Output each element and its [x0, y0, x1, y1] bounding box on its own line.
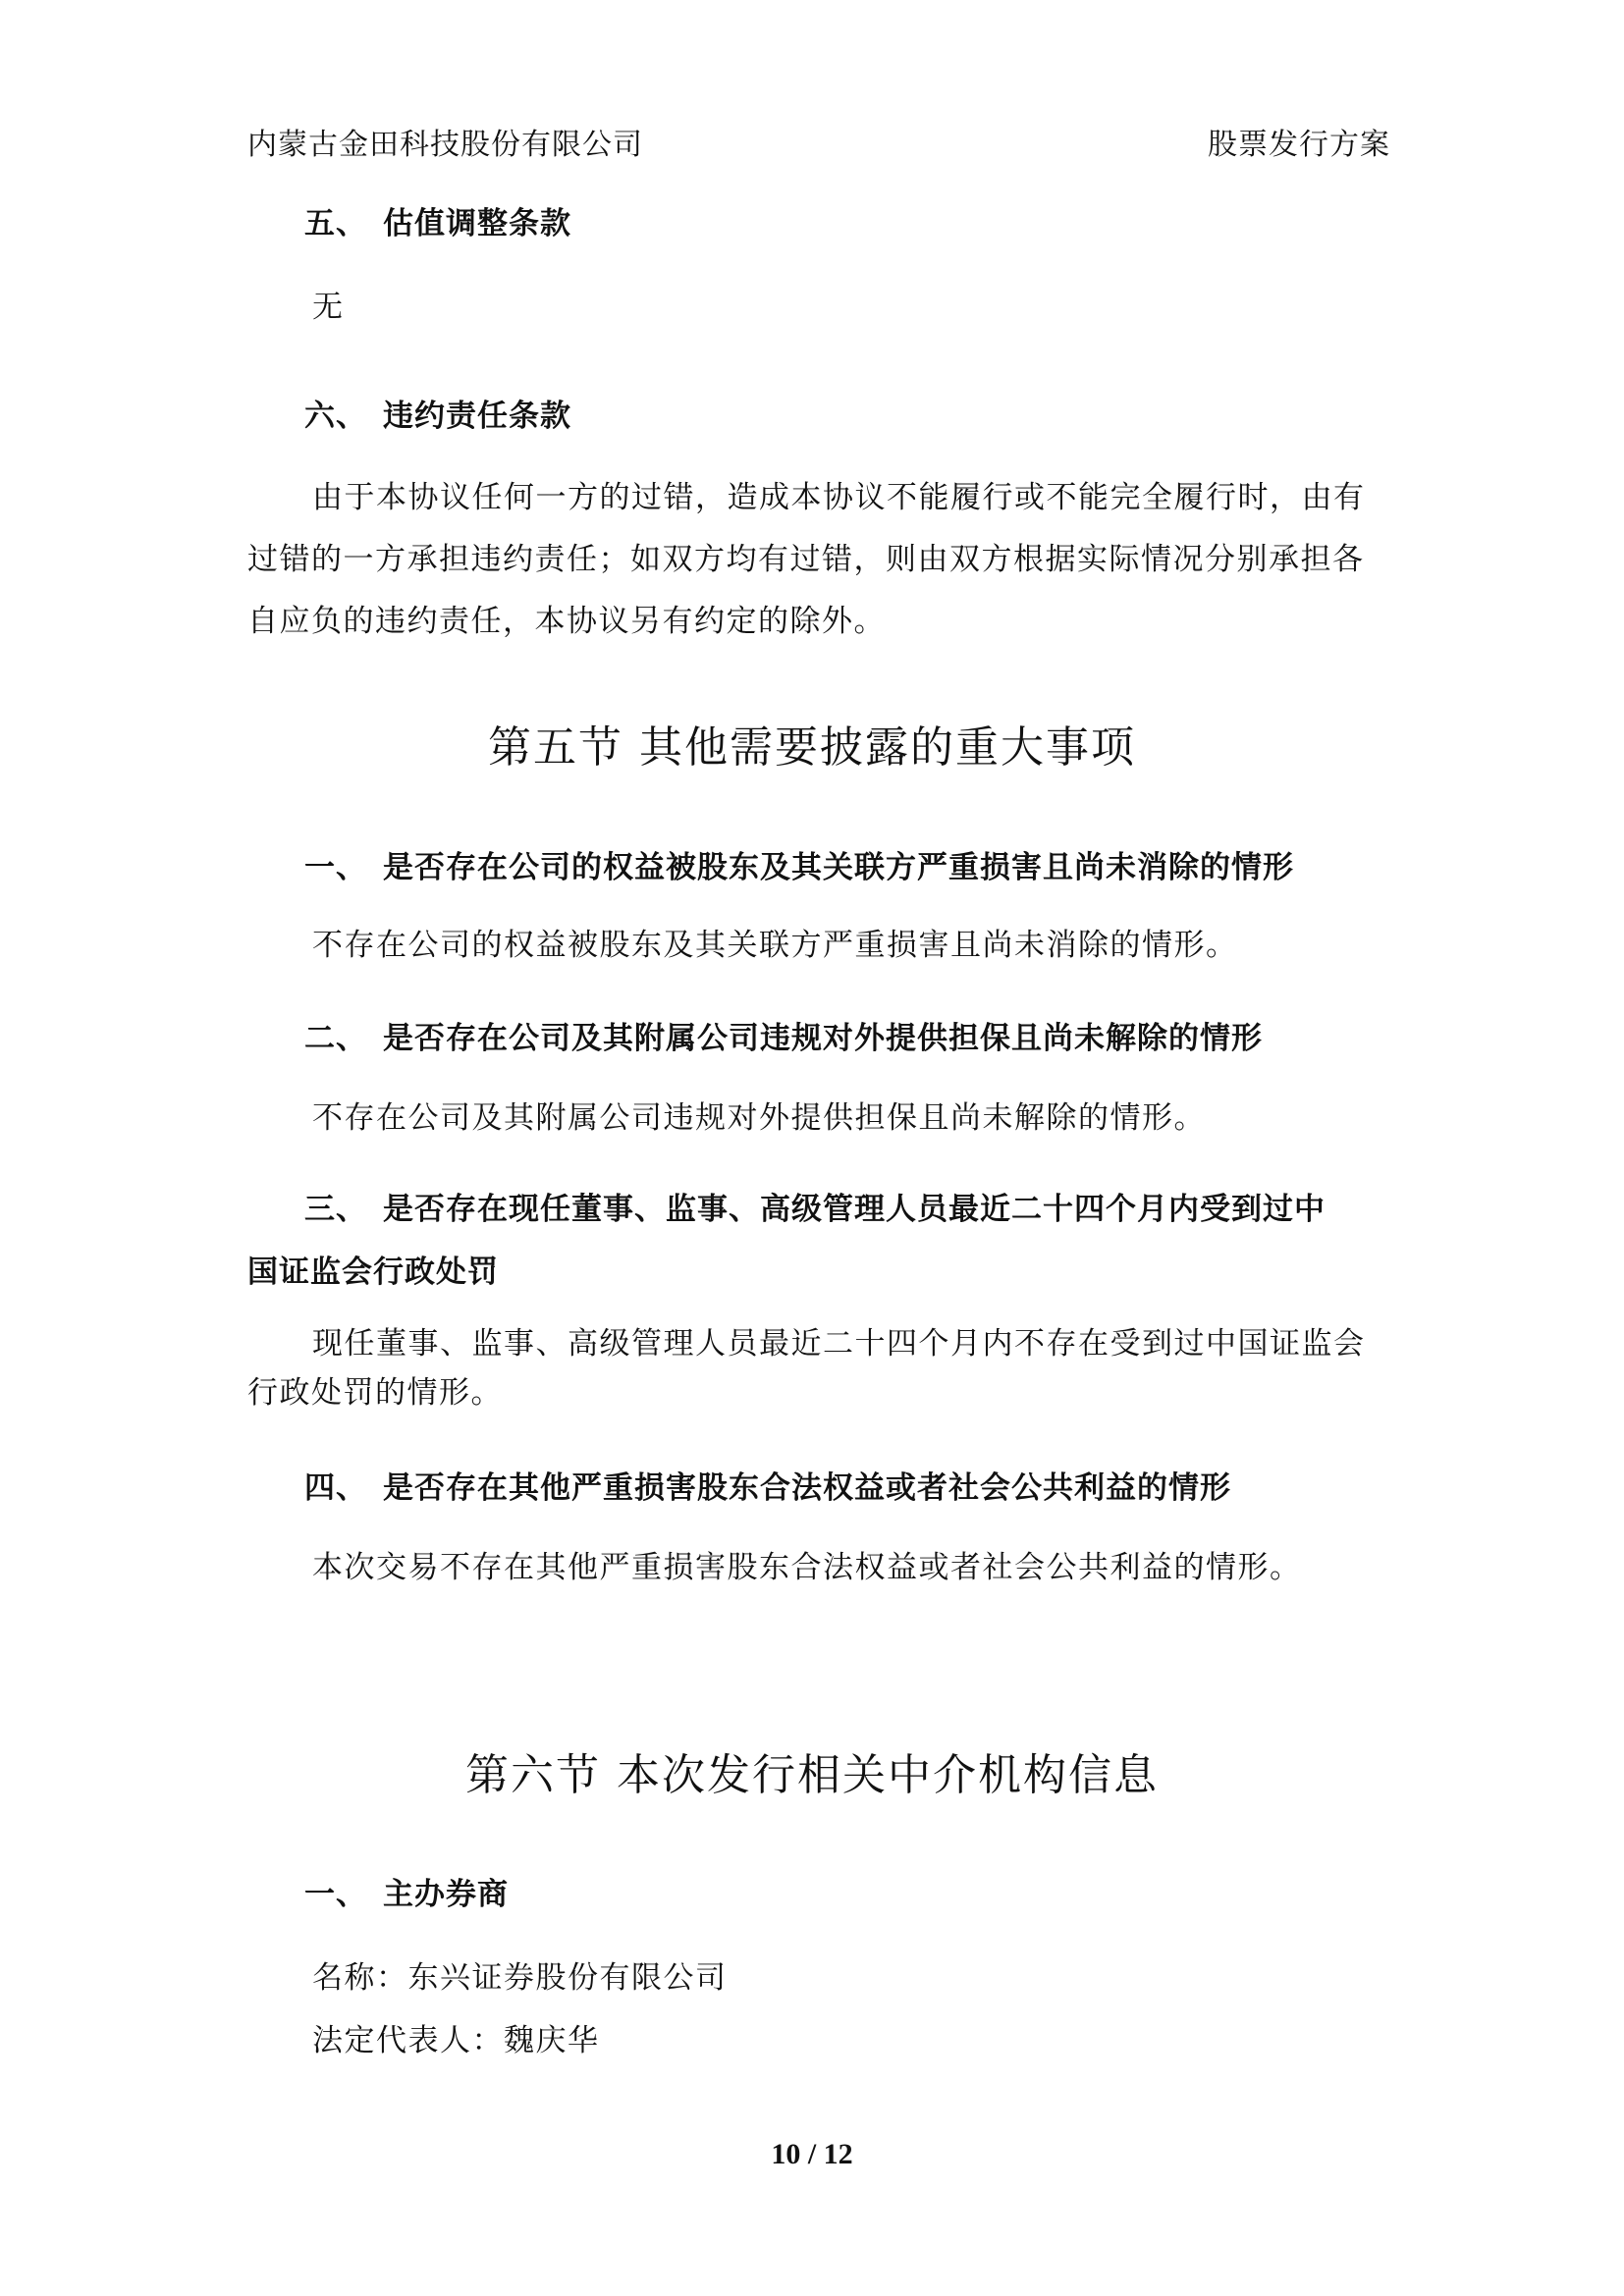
s5-item-4-number: 四、	[304, 1470, 367, 1506]
s5-item-3-title-line1: 是否存在现任董事、监事、高级管理人员最近二十四个月内受到过中	[383, 1192, 1326, 1227]
header-company: 内蒙古金田科技股份有限公司	[247, 128, 643, 162]
s5-item-1-number: 一、	[304, 850, 367, 885]
subsection-6-number: 六、	[304, 399, 367, 434]
section-5-title: 第五节 其他需要披露的重大事项	[488, 722, 1136, 773]
subsection-5-number: 五、	[304, 206, 367, 241]
s5-item-3-title-line2: 国证监会行政处罚	[247, 1255, 499, 1290]
s5-item-1-heading	[304, 842, 1294, 886]
subsection-6-heading	[304, 391, 571, 435]
s6-item-1-title: 主办券商	[383, 1877, 509, 1912]
s5-item-3-heading	[304, 1184, 1326, 1228]
s5-item-2-number: 二、	[304, 1021, 367, 1056]
s5-item-1-title: 是否存在公司的权益被股东及其关联方严重损害且尚未消除的情形	[383, 850, 1294, 885]
s5-item-3-body: 现任董事、监事、高级管理人员最近二十四个月内不存在受到过中国证监会行政处罚的情形。	[247, 1326, 1366, 1411]
subsection-5-body: 无	[312, 290, 345, 325]
s5-item-2-body: 不存在公司及其附属公司违规对外提供担保且尚未解除的情形。	[312, 1100, 1206, 1136]
s5-item-4-title: 是否存在其他严重损害股东合法权益或者社会公共利益的情形	[383, 1470, 1231, 1506]
s5-item-4-body: 本次交易不存在其他严重损害股东合法权益或者社会公共利益的情形。	[312, 1550, 1302, 1585]
s5-item-1-body: 不存在公司的权益被股东及其关联方严重损害且尚未消除的情形。	[312, 928, 1238, 963]
s5-item-2-heading	[304, 1013, 1263, 1057]
s6-item-1-name: 名称：东兴证券股份有限公司	[312, 1960, 728, 1996]
s5-item-3-number: 三、	[304, 1192, 367, 1227]
s5-item-2-title: 是否存在公司及其附属公司违规对外提供担保且尚未解除的情形	[383, 1021, 1263, 1056]
subsection-6-body: 由于本协议任何一方的过错，造成本协议不能履行或不能完全履行时，由有过错的一方承担违约责任；如双方均有过错，则由双方根据实际情况分别承担各自应负的违约责任，本协议另有约定的除外。	[247, 480, 1366, 639]
s6-item-1-representative: 法定代表人：魏庆华	[312, 2023, 600, 2058]
page-number: 10 / 12	[771, 2138, 853, 2170]
section-6-title: 第六节 本次发行相关中介机构信息	[465, 1750, 1159, 1800]
subsection-5-heading	[304, 198, 571, 242]
subsection-6-title: 违约责任条款	[383, 399, 571, 434]
s6-item-1-heading	[304, 1869, 509, 1913]
subsection-5-title: 估值调整条款	[383, 206, 571, 241]
s6-item-1-number: 一、	[304, 1877, 367, 1912]
header-doc-title: 股票发行方案	[1208, 128, 1390, 162]
s5-item-4-heading	[304, 1463, 1231, 1507]
